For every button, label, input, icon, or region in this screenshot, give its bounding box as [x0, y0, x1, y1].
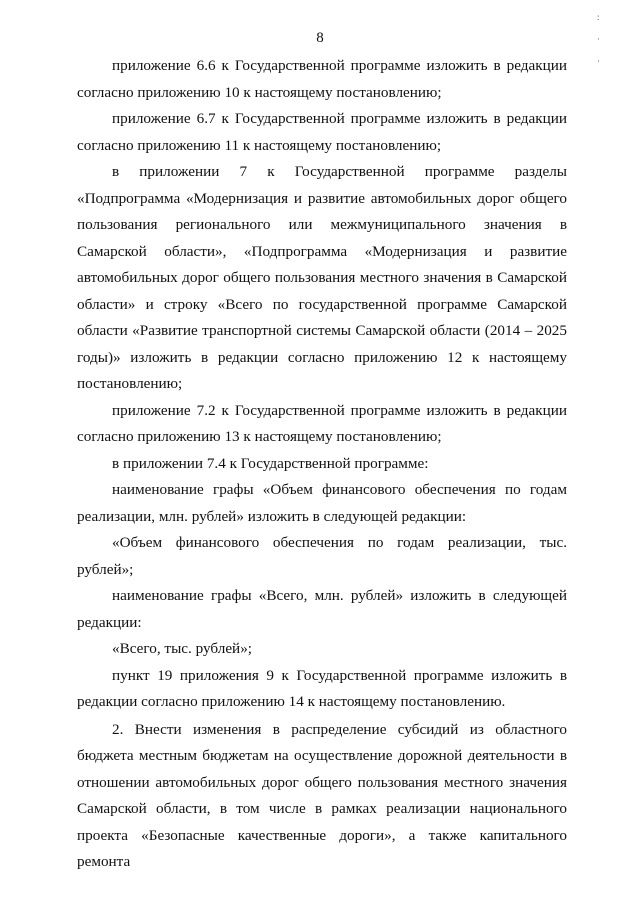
paragraph-column-title-1: наименование графы «Объем финансового обеспечения по годам реализации, млн. рублей» изложить в следующей редакции:: [77, 481, 567, 525]
paragraph-appendix-6-7: приложение 6.7 к Государственной программе изложить в редакции согласно приложению 11 к настоящему постановлению;: [77, 110, 567, 154]
paragraph-appendix-7: в приложении 7 к Государственной программе разделы «Подпрограмма «Модернизация и развитие автомобильных дорог общего пользования регионального или межмуниципального значения в Самарской области», «Подпрограмма «Модернизация и развитие автомобильных дорог общего пользования местного значения в Самарской области» и строку «Всего по государственной программе Самарской области «Развитие транспортной системы Самарской области (2014 – 2025 годы)» изложить в редакции согласно приложению 12 к настоящему постановлению;: [77, 163, 567, 392]
scan-mark: ·: [597, 34, 600, 44]
paragraph-point-19: пункт 19 приложения 9 к Государственной программе изложить в редакции согласно приложению 14 к настоящему постановлению.: [77, 666, 567, 710]
scan-mark: ·: [597, 56, 600, 66]
scan-mark: :: [597, 12, 600, 22]
page-number: 8: [316, 30, 324, 46]
paragraph-appendix-6-6: приложение 6.6 к Государственной программе изложить в редакции согласно приложению 10 к настоящему постановлению;: [77, 57, 567, 101]
paragraph-column-value-1: «Объем финансового обеспечения по годам реализации, тыс. рублей»;: [77, 534, 567, 578]
paragraph-item-2: 2. Внести изменения в распределение субсидий из областного бюджета местным бюджетам на осуществление дорожной деятельности в отношении автомобильных дорог общего пользования местного значения Самарской области, в том числе в рамках реализации национального проекта «Безопасные качественные дороги», а также капитального ремонта: [77, 720, 567, 870]
document-body: [77, 53, 567, 876]
paragraph-appendix-7-4: в приложении 7.4 к Государственной программе:: [112, 454, 429, 472]
scan-edge-marks: [597, 6, 600, 72]
paragraph-column-title-2: наименование графы «Всего, млн. рублей» изложить в следующей редакции:: [77, 587, 567, 631]
paragraph-column-value-2: «Всего, тыс. рублей»;: [112, 640, 253, 657]
paragraph-appendix-7-2: приложение 7.2 к Государственной программе изложить в редакции согласно приложению 13 к настоящему постановлению;: [77, 401, 567, 445]
